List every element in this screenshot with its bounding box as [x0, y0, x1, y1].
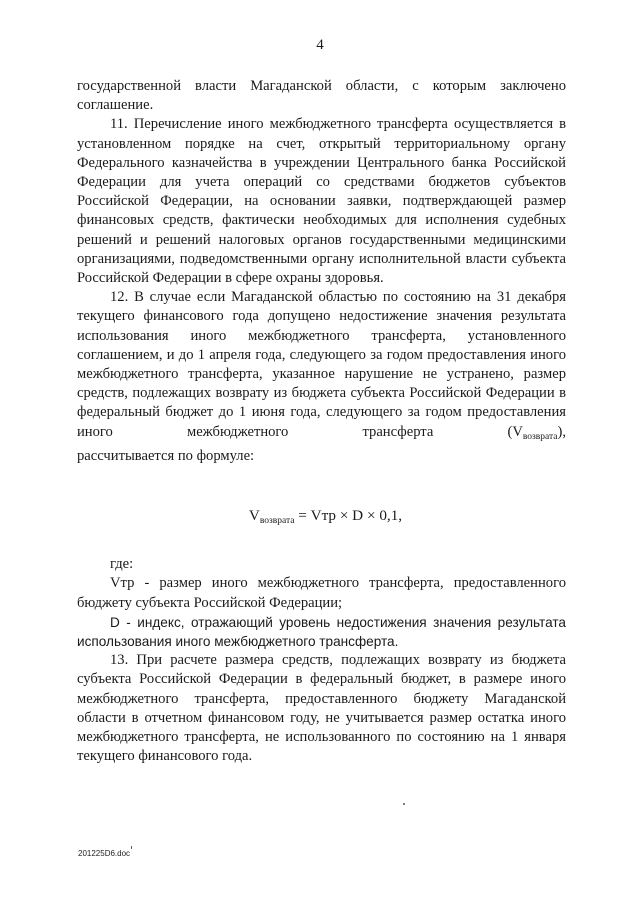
paragraph-12-close: ),: [557, 423, 566, 440]
where-label: где:: [110, 556, 134, 573]
subscript-vozvrata: возврата: [522, 431, 558, 442]
paragraph-12: [77, 288, 566, 447]
formula-lhs: V: [248, 507, 260, 525]
definition-vtr: Vтр - размер иного межбюджетного трансферта, предоставленного бюджету субъекта Российской Федерации;: [77, 575, 566, 611]
page-number: 4: [316, 37, 324, 53]
paragraph-13: 13. При расчете размера средств, подлежащих возврату из бюджета субъекта Российской Федерации в федеральный бюджет, в размере иного межбюджетного трансферта, предоставленного бюджету Магаданской области в отчетном финансовом году, не учитывается размер остатка иного межбюджетного трансферта, не использованного по состоянию на 1 января текущего финансового года.: [77, 652, 566, 765]
formula: [77, 506, 566, 531]
paragraph-12-tail: рассчитывается по формуле:: [77, 447, 255, 464]
scan-speck: [403, 803, 405, 805]
formula-lhs-subscript: возврата: [259, 516, 295, 527]
paragraph-continuation: государственной власти Магаданской области, с которым заключено соглашение.: [77, 78, 566, 114]
formula-rhs: = Vтр × D × 0,1,: [294, 507, 403, 525]
footer-filename: 201225D6.doc: [78, 849, 131, 858]
document-body: [77, 77, 566, 767]
paragraph-11: 11. Перечисление иного межбюджетного трансферта осуществляется в установленном порядке на счет, открытый территориальному органу Федерального казначейства в учреждении Центрального банка Российской Федерации для учета операций со средствами бюджетов субъектов Российской Федерации, на основании заявки, подтверждающей размер финансовых средств, фактически необходимых для исполнения судебных решений и решений налоговых органов государственными медицинскими организациями, подведомственными органу исполнительной власти субъекта Российской Федерации в сфере охраны здоровья.: [77, 116, 566, 287]
definition-d: D - индекс, отражающий уровень недостижения значения результата использования иного межбюджетного трансферта.: [77, 614, 566, 650]
paragraph-12-text: 12. В случае если Магаданской областью по состоянию на 31 декабря текущего финансового года допущено недостижение значения результата использования иного межбюджетного трансферта, установленного соглашением, и до 1 апреля года, следующего за годом предоставления иного межбюджетного трансферта, указанное нарушение не устранено, размер средств, подлежащих возврату из бюджета субъекта Российской Федерации в федеральный бюджет до 1 июня года, следующего за годом предоставления иного межбюджетного трансферта (V: [77, 289, 566, 440]
scan-speck: [131, 846, 132, 849]
